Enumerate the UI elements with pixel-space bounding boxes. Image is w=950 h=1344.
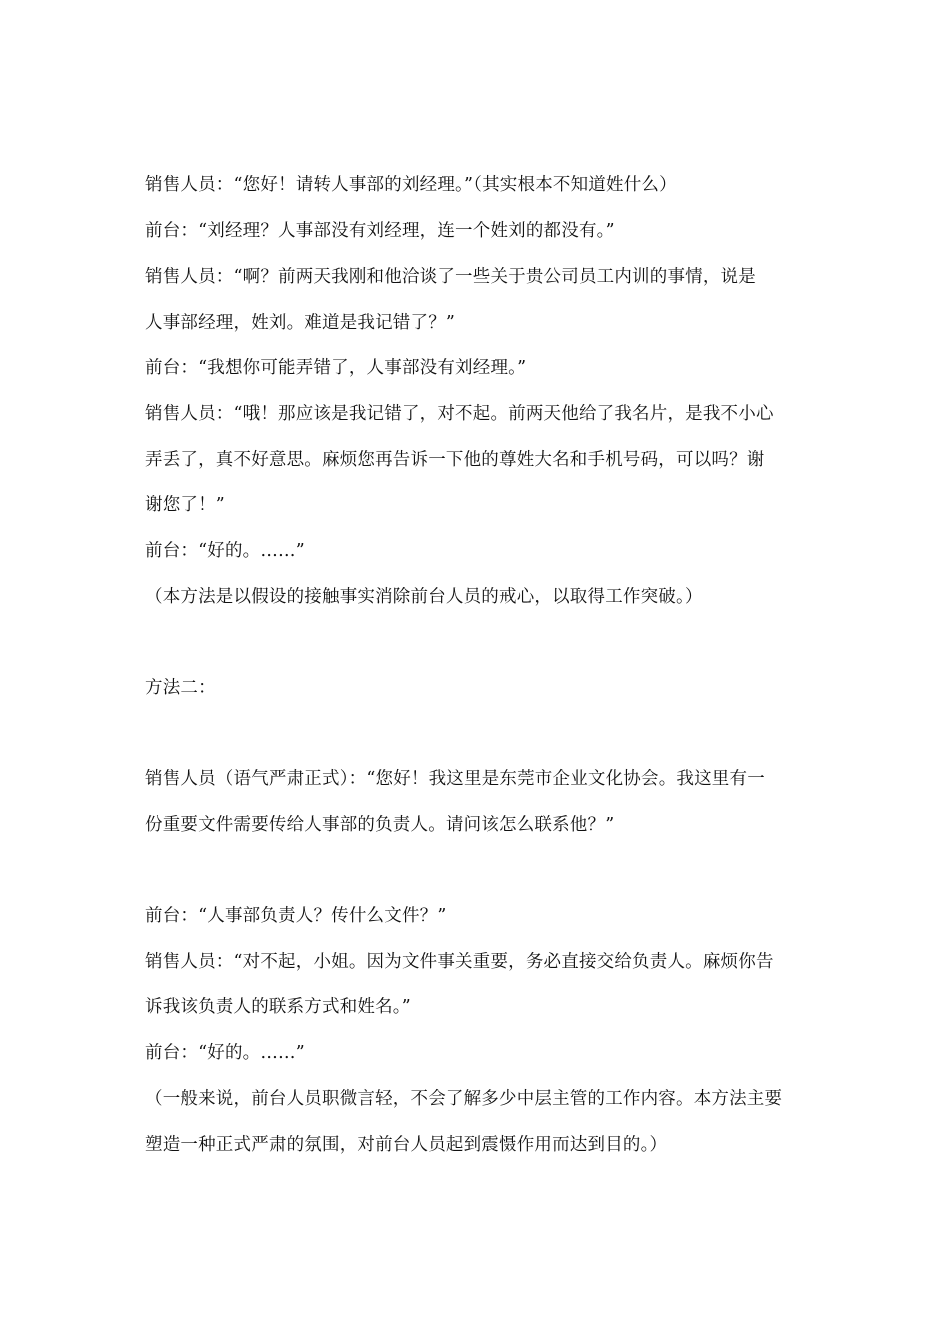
dialogue-line-sales-1: 销售人员：“您好！请转人事部的刘经理。”（其实根本不知道姓什么） xyxy=(145,175,677,195)
dialogue-line-sales-2-cont: 人事部经理，姓刘。难道是我记错了？” xyxy=(145,313,456,333)
dialogue-line-sales-2: 销售人员：“啊？前两天我刚和他洽谈了一些关于贵公司员工内训的事情，说是 xyxy=(145,267,756,287)
method-two-note-cont: 塑造一种正式严肃的氛围，对前台人员起到震慑作用而达到目的。） xyxy=(145,1135,668,1155)
method-two-note: （一般来说，前台人员职微言轻，不会了解多少中层主管的工作内容。本方法主要 xyxy=(145,1089,783,1109)
dialogue-line-sales-5: 销售人员：“对不起，小姐。因为文件事关重要，务必直接交给负责人。麻烦你告 xyxy=(145,952,774,972)
dialogue-line-sales-4-cont: 份重要文件需要传给人事部的负责人。请问该怎么联系他？” xyxy=(145,815,615,835)
dialogue-line-reception-5: 前台：“好的。……” xyxy=(145,1043,305,1063)
dialogue-line-sales-3-cont: 弄丢了，真不好意思。麻烦您再告诉一下他的尊姓大名和手机号码，可以吗？谢 xyxy=(145,450,765,470)
dialogue-line-reception-4: 前台：“人事部负责人？传什么文件？” xyxy=(145,906,447,926)
dialogue-line-reception-1: 前台：“刘经理？人事部没有刘经理，连一个姓刘的都没有。” xyxy=(145,221,615,241)
dialogue-line-sales-3-end: 谢您了！” xyxy=(145,495,225,515)
method-one-note: （本方法是以假设的接触事实消除前台人员的戒心，以取得工作突破。） xyxy=(145,587,703,607)
dialogue-line-sales-3: 销售人员：“哦！那应该是我记错了，对不起。前两天他给了我名片，是我不小心 xyxy=(145,404,774,424)
method-two-heading: 方法二： xyxy=(145,678,216,698)
dialogue-line-reception-2: 前台：“我想你可能弄错了，人事部没有刘经理。” xyxy=(145,358,527,378)
dialogue-line-reception-3: 前台：“好的。……” xyxy=(145,541,305,561)
dialogue-line-sales-5-cont: 诉我该负责人的联系方式和姓名。” xyxy=(145,997,411,1017)
dialogue-line-sales-4: 销售人员（语气严肃正式）：“您好！我这里是东莞市企业文化协会。我这里有一 xyxy=(145,769,765,789)
